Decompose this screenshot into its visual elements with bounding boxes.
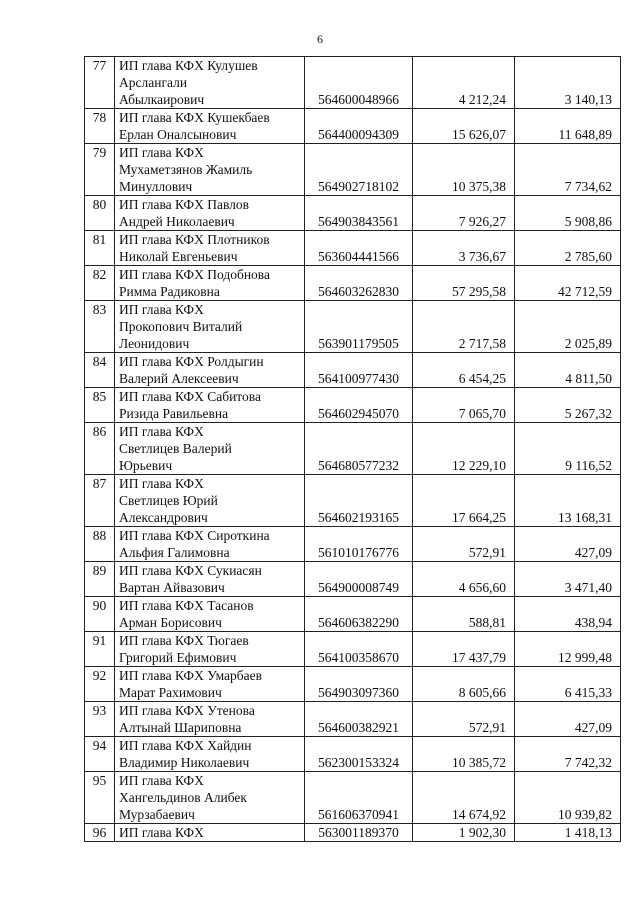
amount-cell: 588,81	[413, 597, 515, 632]
farm-name	[115, 562, 305, 597]
amount-cell: 1 902,30	[413, 824, 515, 842]
row-number: 84	[85, 353, 115, 388]
table-row	[85, 772, 621, 824]
farm-name-line: ИП глава КФХ	[119, 773, 204, 788]
farm-name-line: ИП глава КФХ Хайдин	[119, 738, 252, 753]
amount-cell: 14 674,92	[413, 772, 515, 824]
amount-cell: 2 785,60	[515, 231, 621, 266]
amount-cell: 438,94	[515, 597, 621, 632]
farm-name-line: Марат Рахимович	[119, 685, 222, 700]
farm-name	[115, 824, 305, 842]
farm-name-line: ИП глава КФХ	[119, 825, 204, 840]
amount-cell: 572,91	[413, 527, 515, 562]
amount-cell: 10 385,72	[413, 737, 515, 772]
amount-cell: 6 454,25	[413, 353, 515, 388]
table-row	[85, 57, 621, 109]
farm-name	[115, 632, 305, 667]
farm-name-line: Минуллович	[119, 179, 193, 194]
table-row	[85, 475, 621, 527]
farm-name-line: Римма Радиковна	[119, 284, 220, 299]
amount-cell: 5 908,86	[515, 196, 621, 231]
table-row	[85, 824, 621, 842]
table-row	[85, 527, 621, 562]
farm-name	[115, 772, 305, 824]
farm-name-line: Арман Борисович	[119, 615, 222, 630]
row-number: 87	[85, 475, 115, 527]
farm-name	[115, 597, 305, 632]
farm-name-line: Вартан Айвазович	[119, 580, 225, 595]
amount-cell: 42 712,59	[515, 266, 621, 301]
farm-name	[115, 527, 305, 562]
farm-name-line: ИП глава КФХ Подобнова	[119, 267, 270, 282]
farm-name-line: Прокопович Виталий	[119, 319, 243, 334]
row-number: 77	[85, 57, 115, 109]
amount-cell: 15 626,07	[413, 109, 515, 144]
farm-name-line: Хангельдинов Алибек	[119, 790, 247, 805]
farm-name	[115, 475, 305, 527]
farm-name	[115, 388, 305, 423]
table-row	[85, 702, 621, 737]
farm-name	[115, 144, 305, 196]
farm-name-line: Ризида Равильевна	[119, 406, 229, 421]
row-number: 79	[85, 144, 115, 196]
farm-name-line: Леонидович	[119, 336, 190, 351]
inn-cell: 564903843561	[305, 196, 413, 231]
table-row	[85, 353, 621, 388]
table-row	[85, 667, 621, 702]
inn-cell: 564602193165	[305, 475, 413, 527]
farm-name-line: ИП глава КФХ Сироткина	[119, 528, 270, 543]
table-body	[85, 57, 621, 842]
amount-cell: 3 471,40	[515, 562, 621, 597]
farm-name-line: ИП глава КФХ Плотников	[119, 232, 270, 247]
amount-cell: 9 116,52	[515, 423, 621, 475]
farm-name	[115, 231, 305, 266]
amount-cell: 13 168,31	[515, 475, 621, 527]
table-row	[85, 737, 621, 772]
farm-name	[115, 353, 305, 388]
row-number: 81	[85, 231, 115, 266]
table-row	[85, 231, 621, 266]
amount-cell: 12 999,48	[515, 632, 621, 667]
farm-name-line: Николай Евгеньевич	[119, 249, 238, 264]
amount-cell: 7 734,62	[515, 144, 621, 196]
farm-name-line: Валерий Алексеевич	[119, 371, 239, 386]
inn-cell: 564602945070	[305, 388, 413, 423]
farm-name-line: ИП глава КФХ Кушекбаев	[119, 110, 270, 125]
farm-name	[115, 57, 305, 109]
farm-name-line: ИП глава КФХ Тюгаев	[119, 633, 249, 648]
amount-cell: 57 295,58	[413, 266, 515, 301]
farm-name-line: ИП глава КФХ	[119, 424, 204, 439]
farm-name-line: ИП глава КФХ Ролдыгин	[119, 354, 264, 369]
table-row	[85, 266, 621, 301]
farm-name-line: Александрович	[119, 510, 208, 525]
row-number: 80	[85, 196, 115, 231]
farm-name-line: Альфия Галимовна	[119, 545, 230, 560]
farm-registry-table	[84, 56, 621, 842]
farm-name-line: Светлицев Юрий	[119, 493, 218, 508]
inn-cell: 563604441566	[305, 231, 413, 266]
table-row	[85, 423, 621, 475]
amount-cell: 427,09	[515, 527, 621, 562]
farm-name-line: Юрьевич	[119, 458, 173, 473]
amount-cell: 3 736,67	[413, 231, 515, 266]
row-number: 78	[85, 109, 115, 144]
table-row	[85, 388, 621, 423]
amount-cell: 7 926,27	[413, 196, 515, 231]
row-number: 83	[85, 301, 115, 353]
inn-cell: 561010176776	[305, 527, 413, 562]
amount-cell: 10 939,82	[515, 772, 621, 824]
inn-cell: 561606370941	[305, 772, 413, 824]
farm-name-line: Мурзабаевич	[119, 807, 195, 822]
row-number: 93	[85, 702, 115, 737]
table-row	[85, 109, 621, 144]
row-number: 95	[85, 772, 115, 824]
amount-cell: 10 375,38	[413, 144, 515, 196]
farm-name	[115, 737, 305, 772]
row-number: 88	[85, 527, 115, 562]
farm-name-line: Алтынай Шариповна	[119, 720, 242, 735]
farm-name-line: Абылкаирович	[119, 92, 205, 107]
row-number: 92	[85, 667, 115, 702]
row-number: 86	[85, 423, 115, 475]
farm-name	[115, 423, 305, 475]
row-number: 90	[85, 597, 115, 632]
amount-cell: 6 415,33	[515, 667, 621, 702]
farm-name	[115, 301, 305, 353]
inn-cell: 564600048966	[305, 57, 413, 109]
inn-cell: 564900008749	[305, 562, 413, 597]
row-number: 96	[85, 824, 115, 842]
row-number: 85	[85, 388, 115, 423]
amount-cell: 17 664,25	[413, 475, 515, 527]
farm-name-line: ИП глава КФХ Кулушев	[119, 58, 258, 73]
amount-cell: 3 140,13	[515, 57, 621, 109]
amount-cell: 1 418,13	[515, 824, 621, 842]
farm-name-line: Арслангали	[119, 75, 188, 90]
table-row	[85, 144, 621, 196]
farm-name-line: ИП глава КФХ Тасанов	[119, 598, 254, 613]
inn-cell: 564902718102	[305, 144, 413, 196]
inn-cell: 564600382921	[305, 702, 413, 737]
farm-name-line: Владимир Николаевич	[119, 755, 250, 770]
amount-cell: 4 811,50	[515, 353, 621, 388]
farm-name	[115, 667, 305, 702]
farm-name-line: ИП глава КФХ Сабитова	[119, 389, 261, 404]
row-number: 89	[85, 562, 115, 597]
row-number: 82	[85, 266, 115, 301]
amount-cell: 4 656,60	[413, 562, 515, 597]
amount-cell: 427,09	[515, 702, 621, 737]
farm-name-line: Григорий Ефимович	[119, 650, 237, 665]
table-row	[85, 562, 621, 597]
amount-cell: 572,91	[413, 702, 515, 737]
farm-name	[115, 266, 305, 301]
farm-name-line: ИП глава КФХ Сукиасян	[119, 563, 262, 578]
amount-cell: 11 648,89	[515, 109, 621, 144]
table-row	[85, 301, 621, 353]
farm-name-line: ИП глава КФХ	[119, 302, 204, 317]
farm-name	[115, 702, 305, 737]
inn-cell: 564100977430	[305, 353, 413, 388]
farm-name-line: Мухаметзянов Жамиль	[119, 162, 253, 177]
inn-cell: 564100358670	[305, 632, 413, 667]
inn-cell: 564680577232	[305, 423, 413, 475]
table-row	[85, 632, 621, 667]
table-row	[85, 597, 621, 632]
row-number: 94	[85, 737, 115, 772]
farm-name-line: ИП глава КФХ	[119, 476, 204, 491]
inn-cell: 564603262830	[305, 266, 413, 301]
farm-name	[115, 109, 305, 144]
inn-cell: 564606382290	[305, 597, 413, 632]
farm-name-line: ИП глава КФХ Павлов	[119, 197, 250, 212]
amount-cell: 7 742,32	[515, 737, 621, 772]
farm-name-line: ИП глава КФХ Умарбаев	[119, 668, 263, 683]
row-number: 91	[85, 632, 115, 667]
table-row	[85, 196, 621, 231]
amount-cell: 5 267,32	[515, 388, 621, 423]
farm-name-line: Светлицев Валерий	[119, 441, 232, 456]
inn-cell: 563901179505	[305, 301, 413, 353]
inn-cell: 564400094309	[305, 109, 413, 144]
inn-cell: 562300153324	[305, 737, 413, 772]
amount-cell: 2 717,58	[413, 301, 515, 353]
amount-cell: 4 212,24	[413, 57, 515, 109]
farm-name	[115, 196, 305, 231]
amount-cell: 17 437,79	[413, 632, 515, 667]
amount-cell: 12 229,10	[413, 423, 515, 475]
amount-cell: 7 065,70	[413, 388, 515, 423]
page-number: 6	[317, 32, 323, 46]
amount-cell: 2 025,89	[515, 301, 621, 353]
inn-cell: 564903097360	[305, 667, 413, 702]
farm-name-line: Андрей Николаевич	[119, 214, 235, 229]
inn-cell: 563001189370	[305, 824, 413, 842]
farm-name-line: ИП глава КФХ Утенова	[119, 703, 255, 718]
farm-name-line: Ерлан Оналсынович	[119, 127, 237, 142]
farm-name-line: ИП глава КФХ	[119, 145, 204, 160]
amount-cell: 8 605,66	[413, 667, 515, 702]
